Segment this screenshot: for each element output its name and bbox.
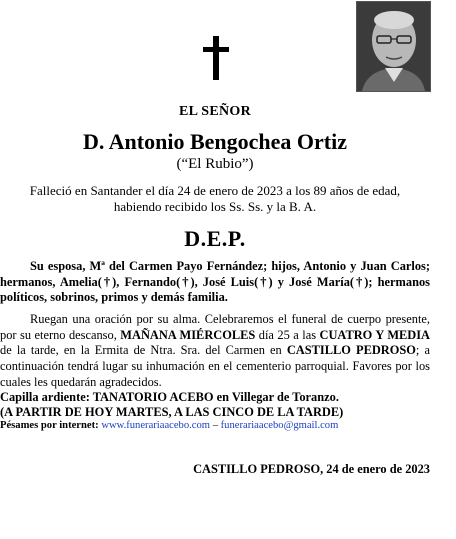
service-day: MAÑANA MIÉRCOLES — [120, 327, 256, 342]
nickname: (“El Rubio”) — [176, 156, 254, 172]
death-line-2: habiendo recibido los Ss. Ss. y la B. A. — [113, 199, 317, 214]
title-el-senor: EL SEÑOR — [178, 104, 252, 119]
deceased-name: D. Antonio Bengochea Ortiz — [83, 129, 347, 154]
service-text-3: de la tarde, en la Ermita de Ntra. Sra. del Carmen en — [0, 343, 287, 358]
service-text-4: ; a continuación tendrá lugar su inhumación en el cementerio parroquial. Favores por los cuales les quedarán agradecidos. — [0, 343, 430, 389]
service-text-1: Ruegan una oración por su alma. Celebraremos el funeral de cuerpo presente, por su eterno descanso, — [0, 312, 430, 342]
chapel-line-2: (A PARTIR DE HOY MARTES, A LAS CINCO DE LA TARDE) — [0, 405, 344, 420]
service-paragraph — [0, 312, 430, 391]
condolences-line — [0, 420, 456, 431]
cross-icon — [199, 36, 233, 80]
service-time: CUATRO Y MEDIA — [319, 327, 430, 342]
condolences-separator: – — [210, 420, 221, 431]
service-place: CASTILLO PEDROSO — [286, 343, 416, 358]
death-line-1: Falleció en Santander el día 24 de enero de 2023 a los 89 años de edad, — [29, 183, 401, 198]
dep-heading: D.E.P. — [184, 226, 246, 251]
closing-line: CASTILLO PEDROSO, 24 de enero de 2023 — [193, 462, 430, 476]
chapel-line-1: Capilla ardiente: TANATORIO ACEBO en Villegar de Toranzo. — [0, 390, 339, 404]
chapel-info — [0, 390, 456, 420]
condolences-label: Pésames por internet: — [0, 420, 99, 431]
portrait-photo — [356, 1, 431, 92]
website-link[interactable]: www.funerariaacebo.com — [101, 420, 211, 431]
family-paragraph — [0, 259, 430, 306]
service-text-2: día 25 a las — [255, 327, 320, 342]
family-text: Su esposa, Mª del Carmen Payo Fernández; hijos, Antonio y Juan Carlos; hermanos, Amelia(†), Fernando(†), José Luis(†) y José María(†); hermanos políticos, sobrinos, primos y demás familia. — [0, 259, 430, 305]
death-notice — [0, 183, 430, 215]
email-link[interactable]: funerariaacebo@gmail.com — [220, 420, 339, 431]
